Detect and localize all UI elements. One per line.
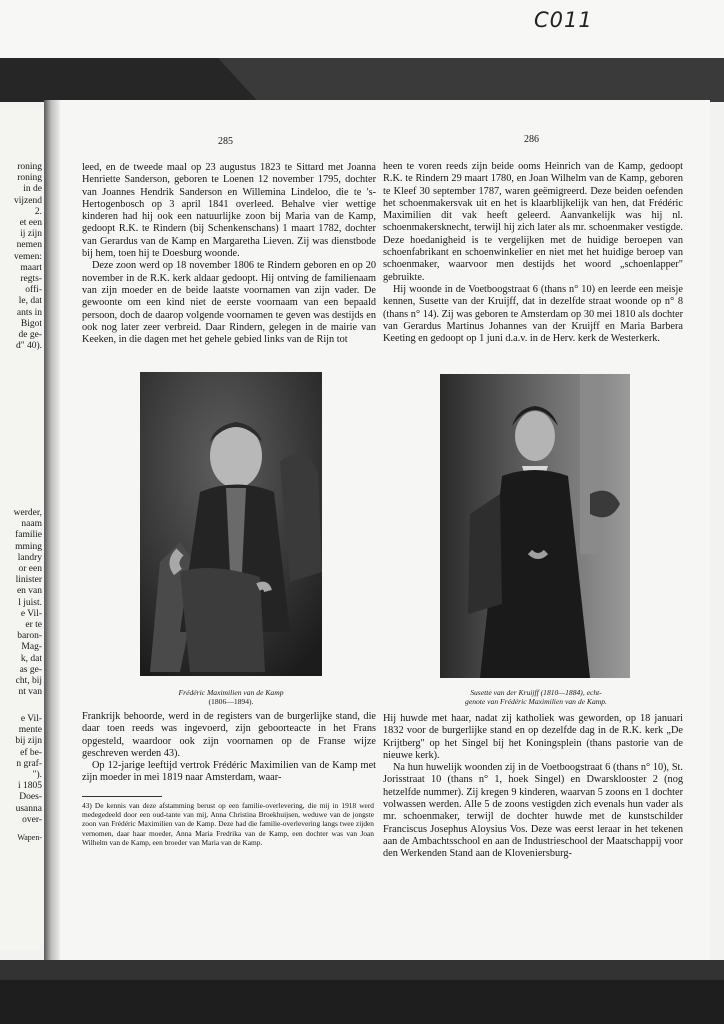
paragraph: Hij huwde met haar, nadat zij katholiek was geworden, op 18 januari 1832 voor de burgerlijke stand en op dezelfde dag in de R.K. kerk „De Krijtberg" op het Singel bij het Koningsplein (thans pastorie van de nieuwe kerk). xyxy=(383,713,683,761)
left-page-fragment-line: linister xyxy=(15,575,42,586)
left-page-fragment-line: "). xyxy=(32,770,42,781)
scan-shadow-bottom-inner xyxy=(0,960,724,980)
left-column-bottom xyxy=(82,711,376,785)
left-page-fragment-line: k, dat xyxy=(20,653,42,664)
caption-man-dates: (1806—1894). xyxy=(208,697,254,706)
left-page-fragment-line: et een xyxy=(19,218,42,229)
left-page-fragment-line: d" 40). xyxy=(15,341,42,352)
left-page-edge xyxy=(0,108,46,950)
left-page-fragment-line: e Vil- xyxy=(20,714,42,724)
left-page-fragment-line: ef be- xyxy=(20,747,42,758)
left-page-fragment-line: or een xyxy=(18,564,42,575)
page-number-left: 285 xyxy=(218,136,233,147)
left-page-fragment-line: familie xyxy=(15,530,42,541)
scan-shadow-top-inner xyxy=(218,58,724,102)
book-spread xyxy=(60,100,710,960)
paragraph: Deze zoon werd op 18 november 1806 te Rindern geboren en op 20 november in de R.K. kerk aldaar gedoopt. Hij ontving de familienaam van zijn moeder en de beide laatste voornamen van zijn vader. De gewoonte om een kind niet de eerste voornaam van een bepaald persoon, doch de daarop volgende voornamen te geven was destijds en ook nog later zeer verbreid. Daar Rindern, gelegen in de mairie van Keeken, in die dagen met het gehele gebied links van de Rijn tot xyxy=(82,260,376,346)
left-page-fragment-line: vijzend xyxy=(14,195,42,206)
left-page-fragment-line: i 1805 xyxy=(17,781,42,792)
left-page-fragment-line: de ge- xyxy=(18,330,42,341)
left-page-fragment-line: vemen: xyxy=(14,251,42,262)
scan-margin-top xyxy=(0,0,724,60)
left-page-fragment-line: over- xyxy=(22,814,42,825)
left-page-fragment-line: le, dat xyxy=(18,296,42,307)
left-page-fragment-line: l juist. xyxy=(18,597,42,608)
paragraph: Op 12-jarige leeftijd vertrok Frédéric Maximilien van de Kamp met zijn moeder in mei 1819 naar Amsterdam, waar- xyxy=(82,760,376,784)
left-page-fragment-line: roning xyxy=(17,162,42,172)
left-page-fragment-line: 2. xyxy=(34,206,42,217)
right-column-bottom xyxy=(383,713,683,861)
left-page-fragment-line: er te xyxy=(25,620,42,631)
paragraph: Na hun huwelijk woonden zij in de Voetboogstraat 6 (thans n° 10), St. Jorisstraat 10 (thans n° 1, hoek Singel) en Dwarsklooster 2 (nog hetzelfde nummer). Zij kregen 9 kinderen, waarvan 5 zoons en 1 dochter volwassen werden. Alle 5 de zoons vestigden zich evenals hun vader als mr. schoenmaker, terwijl de dochter huwde met de kunstschilder Franciscus Josephus Aloysius Vos. Deze was eerst leraar in het tekenen aan de Ambachtsschool en aan de Industrieschool der Maatschappij voor den Werkenden Stand aan de Kloveniersburg- xyxy=(383,762,683,860)
left-page-fragment-middle xyxy=(14,508,42,698)
left-page-footer: Wapen- xyxy=(17,833,42,842)
right-column-top xyxy=(383,161,683,345)
portrait-photo-woman xyxy=(440,374,630,678)
portrait-photo-man xyxy=(140,372,322,676)
left-page-fragment-line: ij zijn xyxy=(20,229,42,240)
left-page-fragment-line: n graf- xyxy=(16,758,42,769)
page-number-right: 286 xyxy=(524,134,539,145)
left-page-fragment-line: Bigot xyxy=(20,318,42,329)
caption-woman-line2: genote van Frédéric Maximilien van de Kamp. xyxy=(465,697,607,706)
left-page-fragment-line: werder, xyxy=(13,508,42,518)
paragraph: Frankrijk behoorde, werd in de registers van de burgerlijke stand, die daar toen reeds was ingevoerd, zijn geboorteacte in het Frans opgesteld, waardoor ook zijn voornamen op de Franse wijze geschreven werden 43). xyxy=(82,711,376,759)
caption-man xyxy=(140,688,322,706)
left-page-fragment-line: roning xyxy=(17,173,42,184)
left-page-fragment-bottom xyxy=(15,714,42,826)
book-gutter xyxy=(44,100,60,960)
left-page-fragment-line: Mag- xyxy=(21,642,42,653)
left-page-fragment-top xyxy=(14,162,42,352)
left-page-fragment-line: en van xyxy=(16,586,42,597)
caption-woman-line1: Susette van der Kruijff (1810—1884), echt- xyxy=(470,688,602,697)
footnote-rule xyxy=(82,796,162,797)
paragraph: leed, en de tweede maal op 23 augustus 1823 te Sittard met Joanna Henriette Sanderson, geboren te Loenen 12 november 1795, dochter van Joannes Hendrik Sanderson en Willemina Lindeloo, die te 's-Hertogenbosch op 3 april 1841 overleed. Behalve vier wettige kinderen had hij ook een natuurlijke zoon bij Maria van de Kamp, gedoopt R.K. te Rindern (bij Schenkenschans) 1 maart 1782, dochter van Gerardus van de Kamp en Margaretha Lieven. Zij was dienstbode bij hem, toen hij te Doesburg woonde. xyxy=(82,162,376,260)
left-page-fragment-line: landry xyxy=(17,552,42,563)
left-page-fragment-line: in de xyxy=(23,184,42,195)
left-column-top xyxy=(82,162,376,346)
paragraph: heen te voren reeds zijn beide ooms Heinrich van de Kamp, gedoopt R.K. te Rindern 29 maart 1780, en Joan Wilhelm van de Kamp, geboren te Kleef 30 september 1787, waren geëmigreerd. Deze beiden oefenden het schoenmakersvak uit en het is klaarblijkelijk van hen, dat Frédéric Maximilien dit vak heeft geleerd. Aanvankelijk was hij nl. schoenmakersknecht, terwijl hij zich later als mr. schoenmaker vestigde. Deze hoedanigheid is te vergelijken met de huidige beroepen van schoenfabrikant en schoenwinkelier en niet met het huidige beroep van schoenmaker, waarvoor men destijds het woord „schoenlapper" gebruikte. xyxy=(383,161,683,283)
archive-reference: C011 xyxy=(534,8,593,32)
left-page-fragment-line: e Vil- xyxy=(20,608,42,619)
left-page-fragment-line: mming xyxy=(15,541,42,552)
left-page-fragment-line: ants in xyxy=(16,307,42,318)
left-page-fragment-line: Does- xyxy=(19,792,42,803)
footnote-43: 43) De kennis van deze afstamming berust op een familie-overlevering, die mij in 1918 werd medegedeeld door een oud-tante van mij, Anna Christina Broekhuijsen, weduwe van de jongste zoon van Frédéric Maximilien van de Kamp. Deze had die familie-overlevering langs twee zijden vernomen, daar haar moeder, Anna Maria Fredrika van de Kamp, een dochter was van Joan Wilhelm van de Kamp, een broeder van Maria van de Kamp. xyxy=(82,801,374,847)
paragraph: Hij woonde in de Voetboogstraat 6 (thans n° 10) en leerde een meisje kennen, Susette van der Kruijff, dat in dezelfde straat woonde op n° 8 (thans n° 14). Zij was geboren te Amsterdam op 30 mei 1810 als dochter van Gerardus Martinus Johannes van der Kruijff en Maria Barbera Keeting en gedoopt op 1 juni d.a.v. in de Herv. kerk de Westerkerk. xyxy=(383,283,683,345)
left-page-fragment-line: offi- xyxy=(25,285,42,296)
left-page-fragment-line: as ge- xyxy=(19,664,42,675)
left-page-fragment-line: cht, bij xyxy=(15,676,42,687)
left-page-fragment-line: bij zijn xyxy=(15,736,42,747)
left-page-fragment-line: nemen xyxy=(16,240,42,251)
caption-man-name: Frédéric Maximilien van de Kamp xyxy=(178,688,284,697)
caption-woman xyxy=(434,688,638,706)
left-page-fragment-line: naam xyxy=(21,519,42,530)
left-page-fragment-line: nt van xyxy=(18,687,42,698)
left-page-fragment-line: maart xyxy=(20,262,42,273)
left-page-fragment-line: regts- xyxy=(20,274,42,285)
left-page-fragment-line: mente xyxy=(18,725,42,736)
left-page-fragment-line: usanna xyxy=(15,803,42,814)
left-page-fragment-line: baron- xyxy=(17,631,42,642)
